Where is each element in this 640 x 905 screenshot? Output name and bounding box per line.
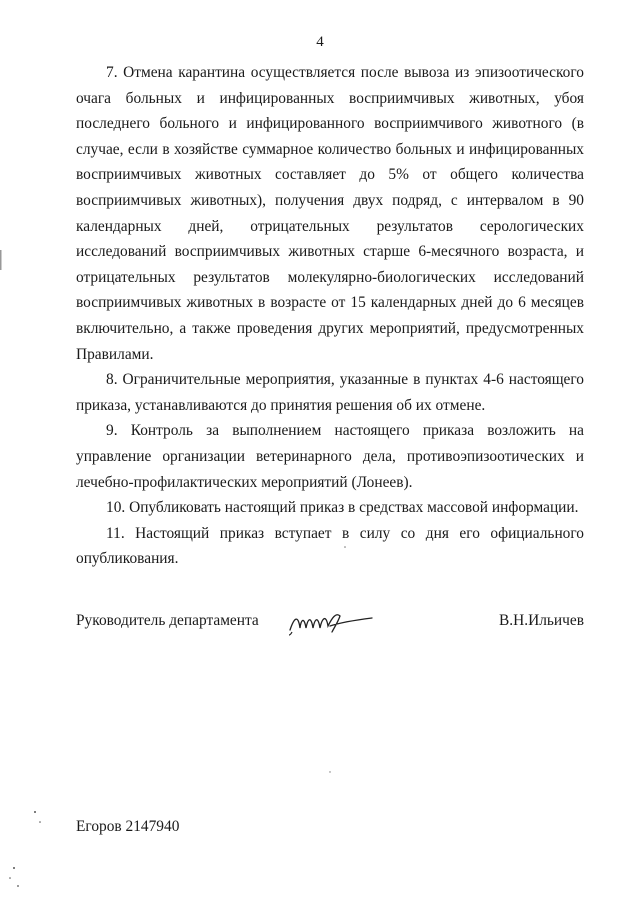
paragraph-8: 8. Ограничительные мероприятия, указанные в пунктах 4-6 настоящего приказа, устанавливаются до принятия решения об их отмене. xyxy=(76,371,584,414)
paragraph-7: 7. Отмена карантина осуществляется после вывоза из эпизоотического очага больных и инфицированных восприимчивых животных, убоя последнего больного и инфицированного восприимчивого животного (в случае, если в хозяйстве суммарное количество больных и инфицированных восприимчивых животных составляет до 5% от общего количества восприимчивых животных), получения двух подряд, с интервалом в 90 календарных дней, отрицательных результатов серологических исследований восприимчивых животных старше 6-месячного возраста, и отрицательных результатов молекулярно-биологических исследований восприимчивых животных в возрасте от 15 календарных дней до 6 месяцев включительно, а также проведения других мероприятий, предусмотренных Правилами. xyxy=(76,64,584,363)
paragraph-9: 9. Контроль за выполнением настоящего приказа возложить на управление организации ветеринарного дела, противоэпизоотических и лечебно-профилактических мероприятий (Лонеев). xyxy=(76,422,584,491)
signature-block xyxy=(76,608,584,638)
page-number: 4 xyxy=(316,34,324,50)
document-body xyxy=(76,60,584,572)
paragraph-11: 11. Настоящий приказ вступает в силу со дня его официального опубликования. xyxy=(76,524,584,568)
signatory-name: В.Н.Ильичев xyxy=(499,612,584,629)
executor-note: Егоров 2147940 xyxy=(76,818,180,835)
paragraph-10: 10. Опубликовать настоящий приказ в средствах массовой информации. xyxy=(106,499,579,517)
handwritten-signature xyxy=(286,608,376,638)
signatory-title: Руководитель департамента xyxy=(76,612,259,629)
